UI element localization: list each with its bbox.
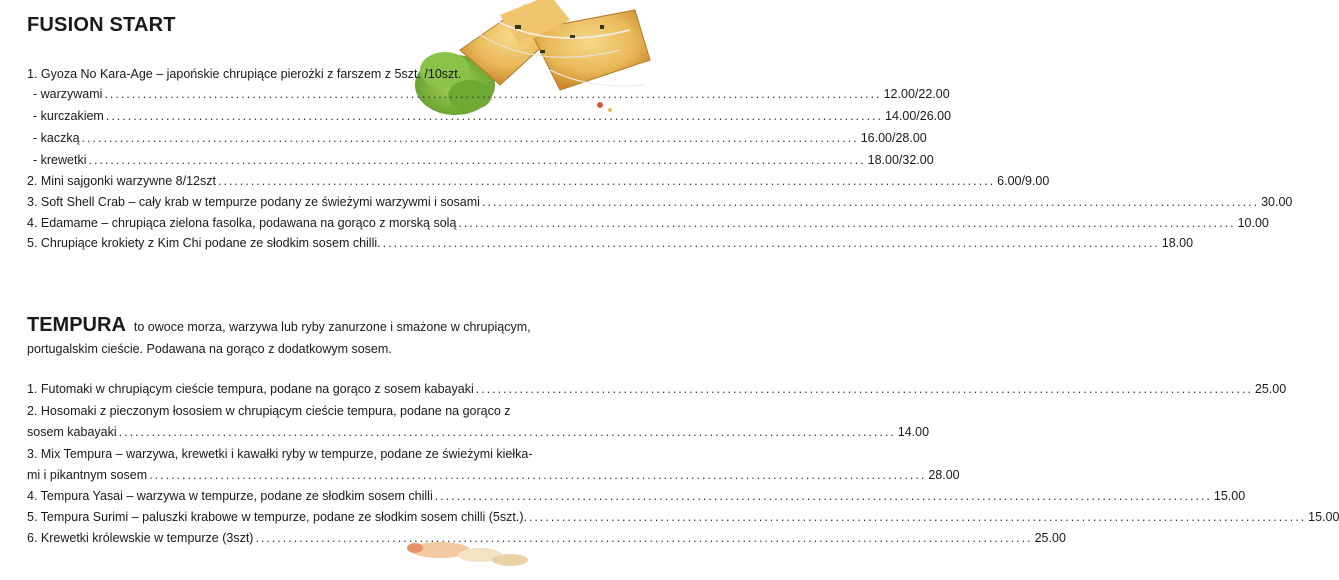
menu-item-label: - kurczakiem [33,109,104,123]
menu-item-label: 3. Soft Shell Crab – cały krab w tempurze podany ze świeżymi warzywmi i sosami [27,195,480,209]
menu-item-price: 25.00 [1034,531,1066,545]
menu-item-price: 18.00 [1161,236,1194,250]
menu-item-gyoza-kurczakiem [33,108,952,124]
tempura-shrimp-photo [370,520,570,580]
menu-item-gyoza: 1. Gyoza No Kara-Age – japońskie chrupiące pierożki z farszem z 5szt. /10szt. [27,67,462,81]
dot-leader: .............................................................................................................................................. [255,531,1033,545]
menu-item-label: 4. Edamame – chrupiąca zielona fasolka, podawana na gorąco z morską solą [27,216,457,230]
menu-item-tempura-yasai [27,488,1246,504]
menu-item-label: 1. Futomaki w chrupiącym cieście tempura, podane na gorąco z sosem kabayaki [27,382,474,396]
menu-item-hosomaki: 2. Hosomaki z pieczonym łososiem w chrupiącym cieście tempura, podane na gorąco z [27,404,511,418]
menu-item-price: 6.00/9.00 [997,174,1050,188]
tempura-description-line2: portugalskim cieście. Podawana na gorąco z dodatkowym sosem. [27,342,392,356]
menu-item-price: 12.00/22.00 [883,87,950,101]
dot-leader: .............................................................................................................................................. [149,468,927,482]
menu-item-price: 28.00 [928,468,960,482]
dot-leader: .............................................................................................................................................. [434,489,1212,503]
dot-leader: .............................................................................................................................................. [528,510,1307,524]
dot-leader: .............................................................................................................................................. [475,382,1253,396]
menu-item-price: 16.00/28.00 [860,131,927,145]
menu-item-tempura-surimi [27,509,1339,525]
menu-item-label: sosem kabayaki [27,425,117,439]
menu-item-label: mi i pikantnym sosem [27,468,148,482]
dot-leader: .............................................................................................................................................. [104,87,882,101]
menu-item-label: - kaczką [33,131,80,145]
menu-item-price: 18.00/32.00 [867,153,934,167]
menu-item-hosomaki-cont [27,424,930,440]
menu-item-price: 15.00 [1308,510,1339,524]
menu-item-price: 15.00 [1213,489,1246,503]
dot-leader: .............................................................................................................................................. [88,153,866,167]
menu-item-price: 10.00 [1237,216,1269,230]
menu-item-gyoza-warzywami [33,86,950,102]
section-title-fusion-start: FUSION START [27,14,176,36]
tempura-header [27,314,531,337]
menu-item-edamame [27,215,1269,231]
menu-item-price: 30.00 [1261,195,1293,209]
menu-item-futomaki [27,381,1287,397]
menu-item-label: 5. Chrupiące krokiety z Kim Chi podane ze słodkim sosem chilli. [27,236,381,250]
menu-item-price: 25.00 [1254,382,1287,396]
dot-leader: .............................................................................................................................................. [81,131,859,145]
dot-leader: .............................................................................................................................................. [118,425,896,439]
dot-leader: .............................................................................................................................................. [458,216,1236,230]
menu-item-mix-tempura: 3. Mix Tempura – warzywa, krewetki i kawałki ryby w tempurze, podane ze świeżymi kiełka- [27,447,533,461]
dot-leader: .............................................................................................................................................. [382,236,1160,250]
menu-item-mix-tempura-cont [27,467,960,483]
menu-item-price: 14.00 [897,425,930,439]
menu-item-krokiety [27,235,1194,251]
tempura-description-line1: to owoce morza, warzywa lub ryby zanurzone i smażone w chrupiącym, [133,320,531,334]
dot-leader: .............................................................................................................................................. [217,174,996,188]
menu-item-gyoza-kaczka [33,130,927,146]
menu-item-krewetki-krolewskie [27,530,1066,546]
menu-item-label: - warzywami [33,87,103,101]
menu-item-soft-shell-crab [27,194,1293,210]
menu-item-label: 5. Tempura Surimi – paluszki krabowe w tempurze, podane ze słodkim sosem chilli (5szt.). [27,510,527,524]
menu-item-label: 6. Krewetki królewskie w tempurze (3szt) [27,531,254,545]
menu-item-label: 4. Tempura Yasai – warzywa w tempurze, podane ze słodkim sosem chilli [27,489,433,503]
menu-item-label: 2. Mini sajgonki warzywne 8/12szt [27,174,216,188]
menu-item-gyoza-krewetki [33,152,934,168]
menu-item-price: 14.00/26.00 [885,109,952,123]
dot-leader: .............................................................................................................................................. [481,195,1260,209]
menu-item-mini-sajgonki [27,173,1050,189]
section-title-tempura: TEMPURA [27,314,126,336]
dot-leader: .............................................................................................................................................. [105,109,883,123]
menu-item-label: - krewetki [33,153,87,167]
